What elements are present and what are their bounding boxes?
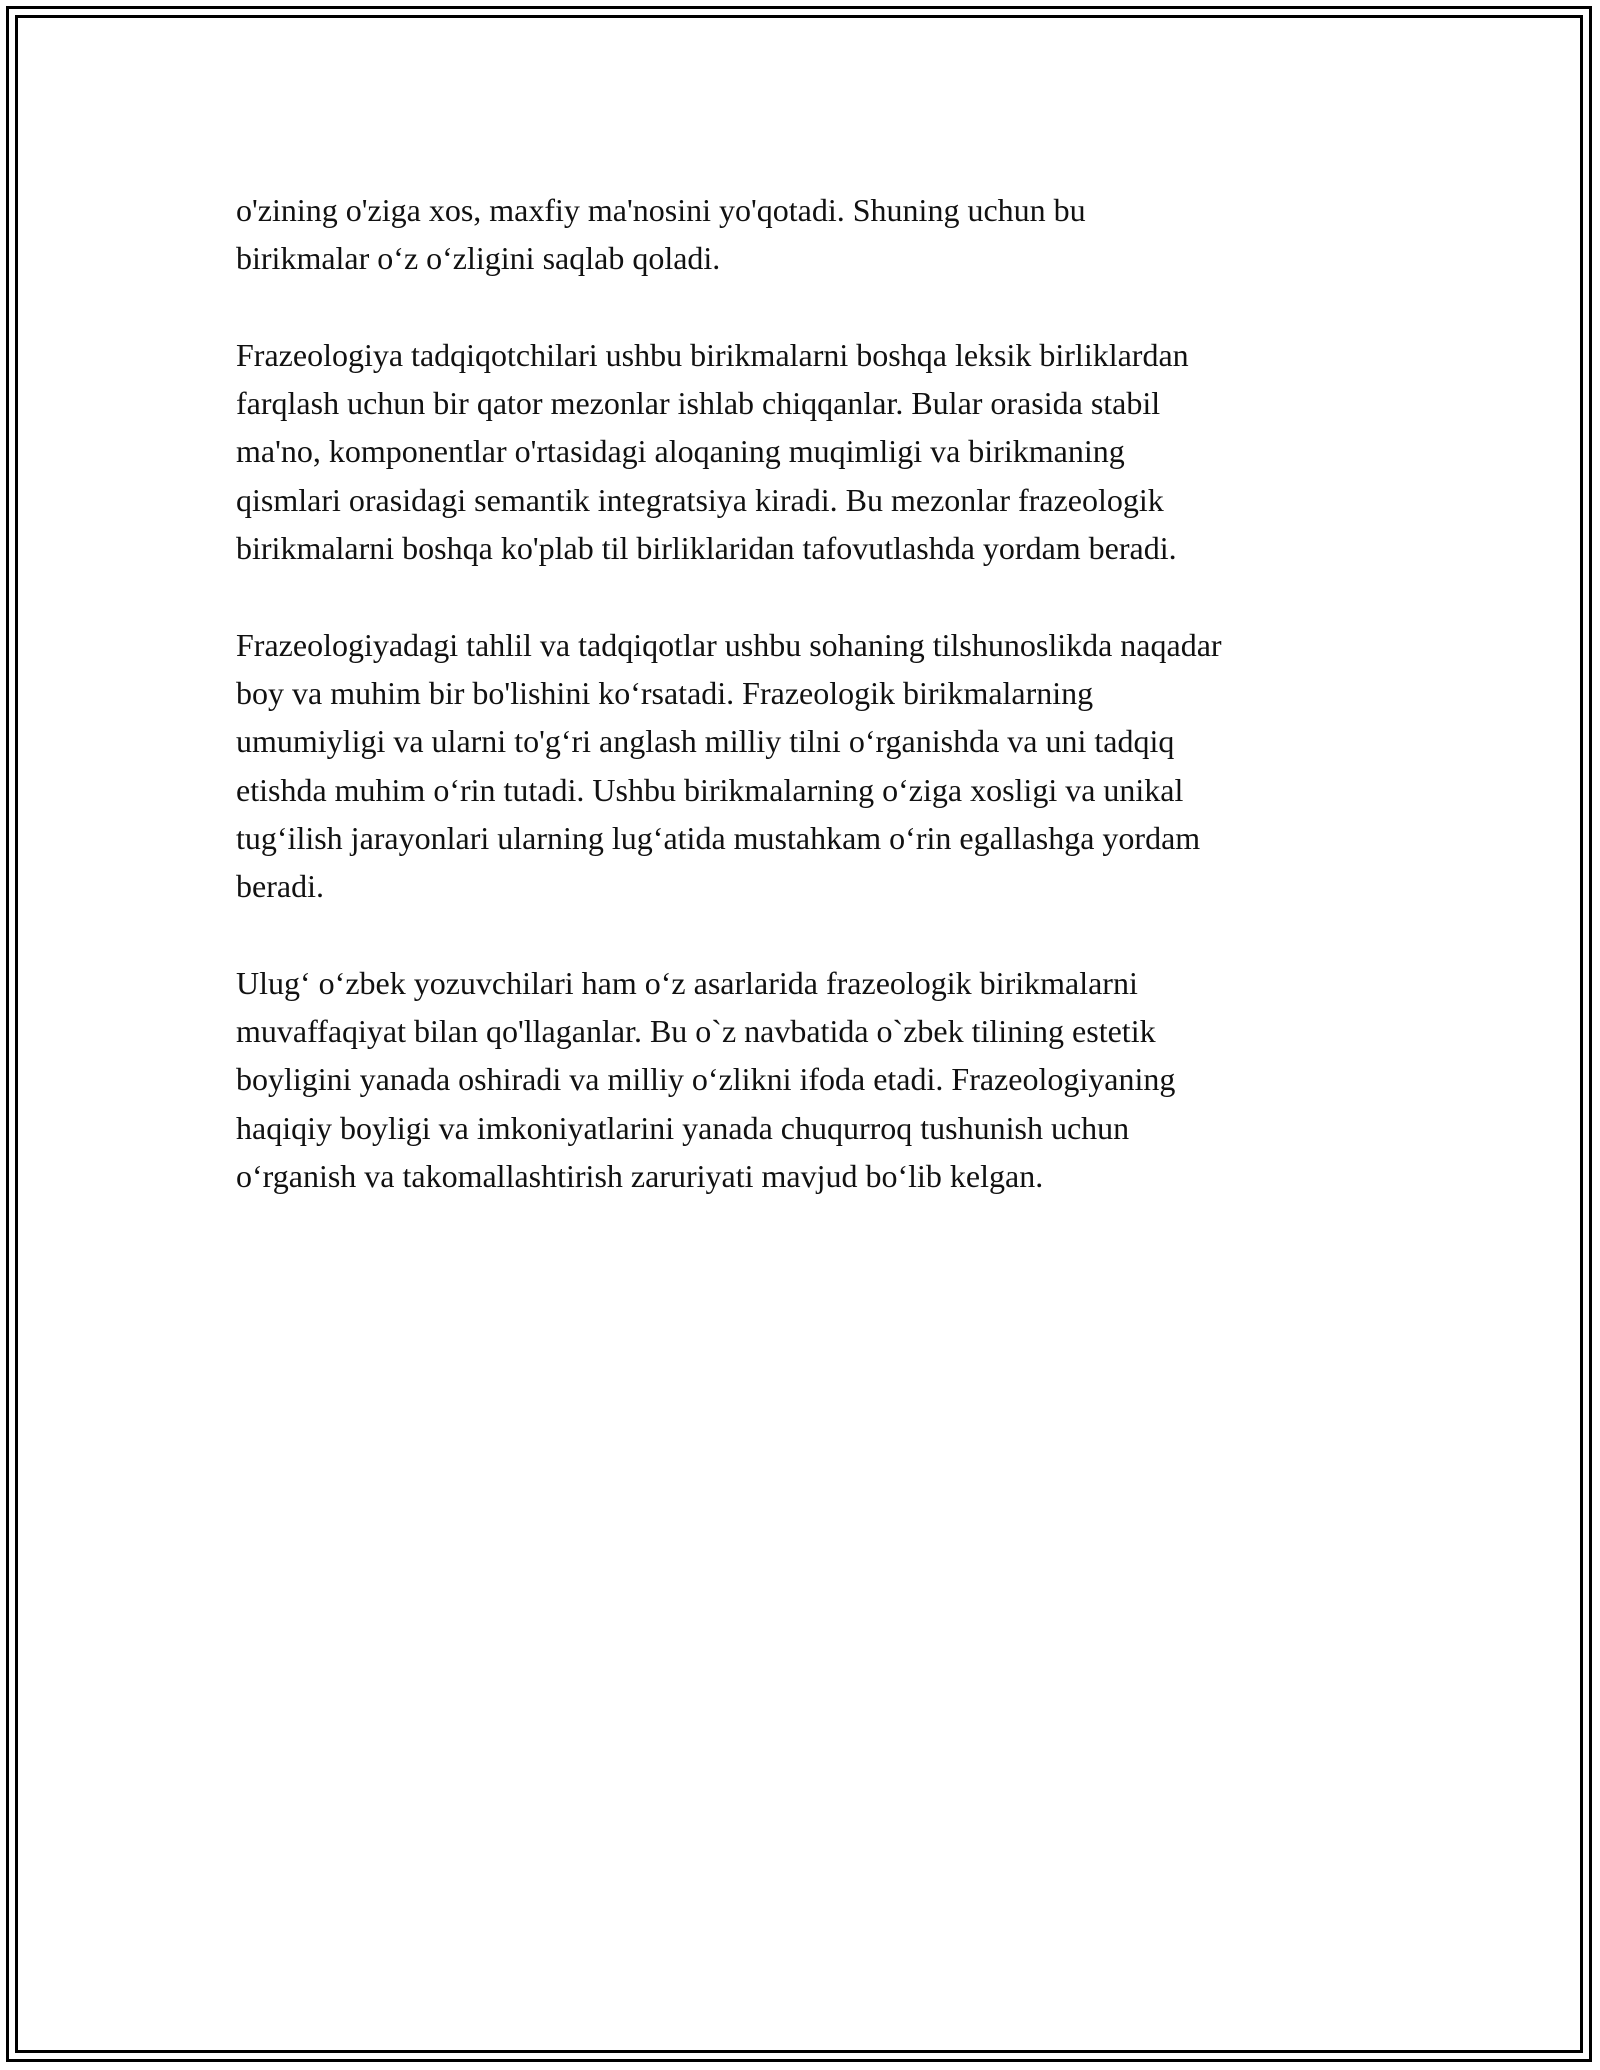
paragraph-1: o'zining o'ziga xos, maxfiy ma'nosini yo'qotadi. Shuning uchun bu birikmalar o‘z o‘zligini saqlab qoladi.	[236, 192, 1086, 277]
paragraph-4: Ulug‘ o‘zbek yozuvchilari ham o‘z asarlarida frazeologik birikmalarni muvaffaqiyat bilan qo'llaganlar. Bu o`z navbatida o`zbek tilining estetik boyligini yanada oshiradi va milliy o‘zlikni ifoda etadi. Frazeologiyaning haqiqiy boyligi va imkoniyatlarini yanada chuqurroq tushunish uchun o‘rganish va takomallashtirish zaruriyati mavjud bo‘lib kelgan.	[236, 964, 1176, 1194]
paragraph-2: Frazeologiya tadqiqotchilari ushbu birikmalarni boshqa leksik birliklardan farqlash uchun bir qator mezonlar ishlab chiqqanlar. Bular orasida stabil ma'no, komponentlar o'rtasidagi aloqaning muqimligi va birikmaning qismlari orasidagi semantik integratsiya kiradi. Bu mezonlar frazeologik birikmalarni boshqa ko'plab til birliklaridan tafovutlashda yordam beradi.	[236, 336, 1189, 567]
paragraph-3: Frazeologiyadagi tahlil va tadqiqotlar ushbu sohaning tilshunoslikda naqadar boy va muhim bir bo'lishini ko‘rsatadi. Frazeologik birikmalarning umumiyligi va ularni to'g‘ri anglash milliy tilni o‘rganishda va uni tadqiq etishda muhim o‘rin tutadi. Ushbu birikmalarning o‘ziga xosligi va unikal tug‘ilish jarayonlari ularning lug‘atida mustahkam o‘rin egallashga yordam beradi.	[236, 626, 1222, 905]
document-body	[236, 186, 1376, 1249]
